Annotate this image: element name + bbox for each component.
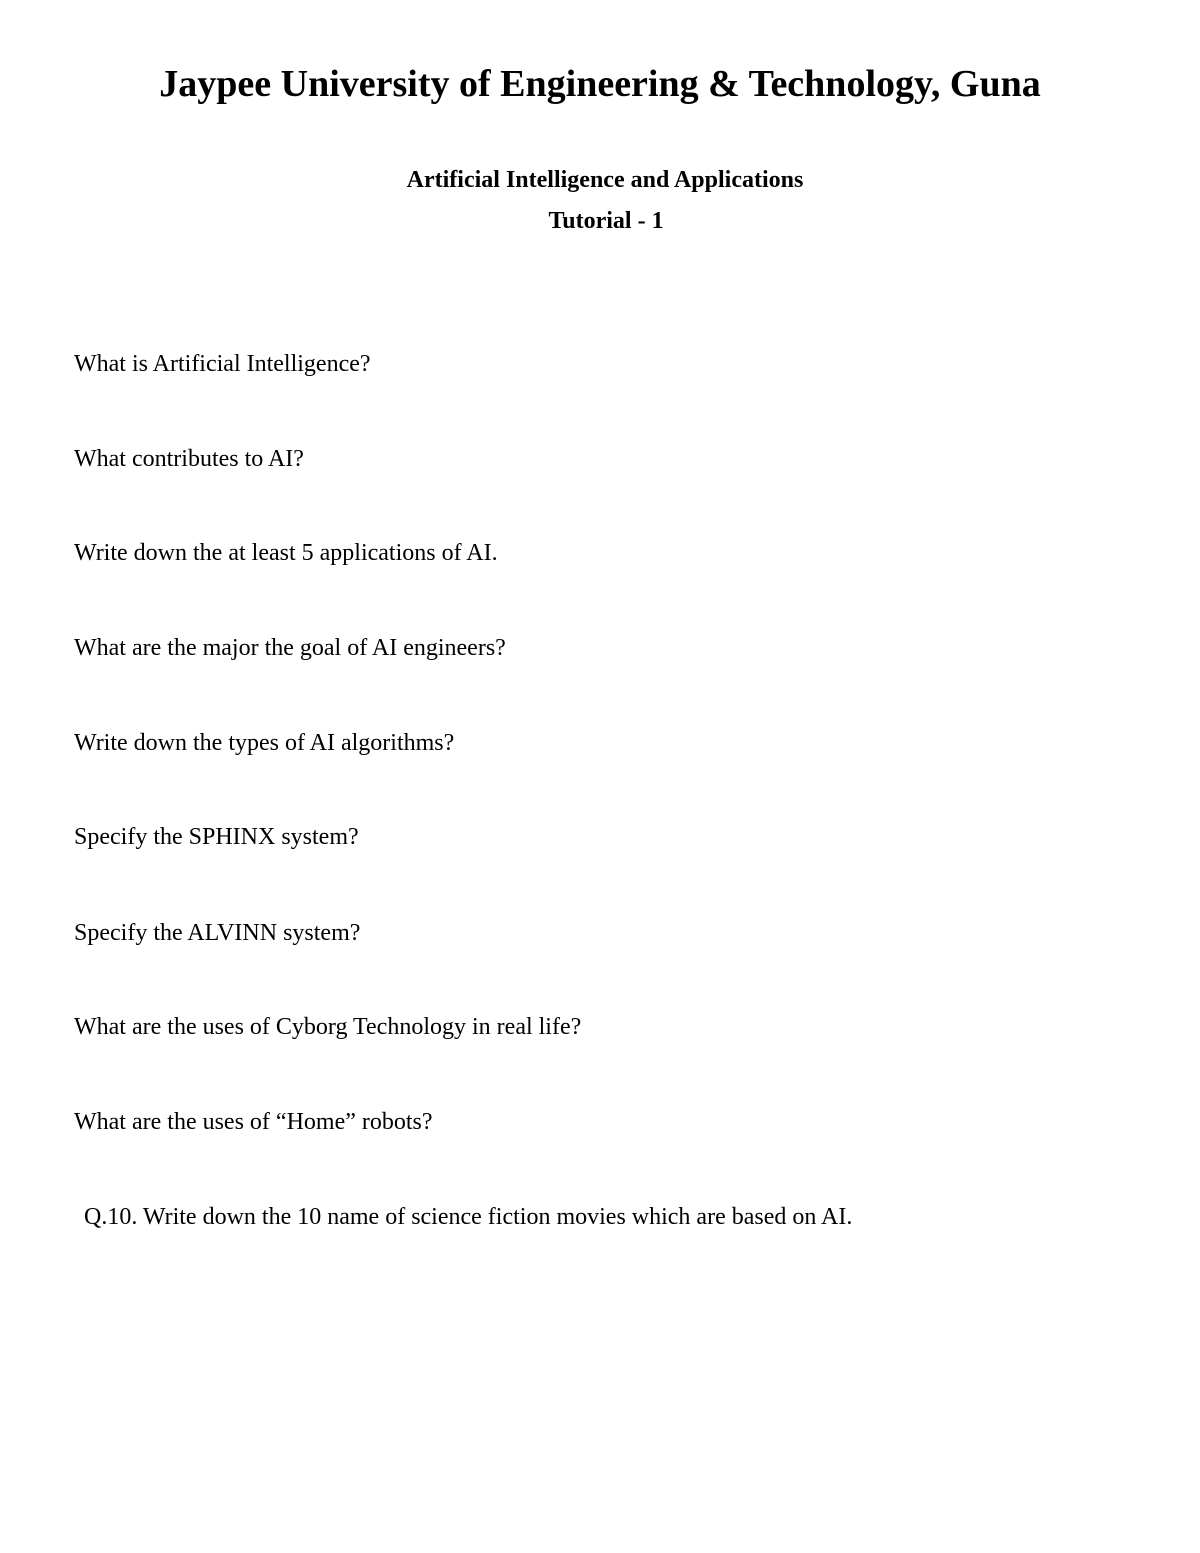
tutorial-title: Tutorial - 1 [548,208,664,234]
question-7: Specify the ALVINN system? [74,920,361,946]
question-10: Q.10. Write down the 10 name of science fiction movies which are based on AI. [84,1204,853,1230]
university-title: Jaypee University of Engineering & Technology, Guna [159,63,1041,105]
question-2: What contributes to AI? [74,446,304,472]
question-1: What is Artificial Intelligence? [74,351,371,377]
question-8: What are the uses of Cyborg Technology in real life? [74,1014,582,1040]
question-4: What are the major the goal of AI engineers? [74,635,506,661]
question-5: Write down the types of AI algorithms? [74,730,455,756]
question-6: Specify the SPHINX system? [74,824,359,850]
question-3: Write down the at least 5 applications of AI. [74,540,498,566]
course-title: Artificial Intelligence and Applications [406,167,804,193]
question-9: What are the uses of “Home” robots? [74,1109,433,1135]
